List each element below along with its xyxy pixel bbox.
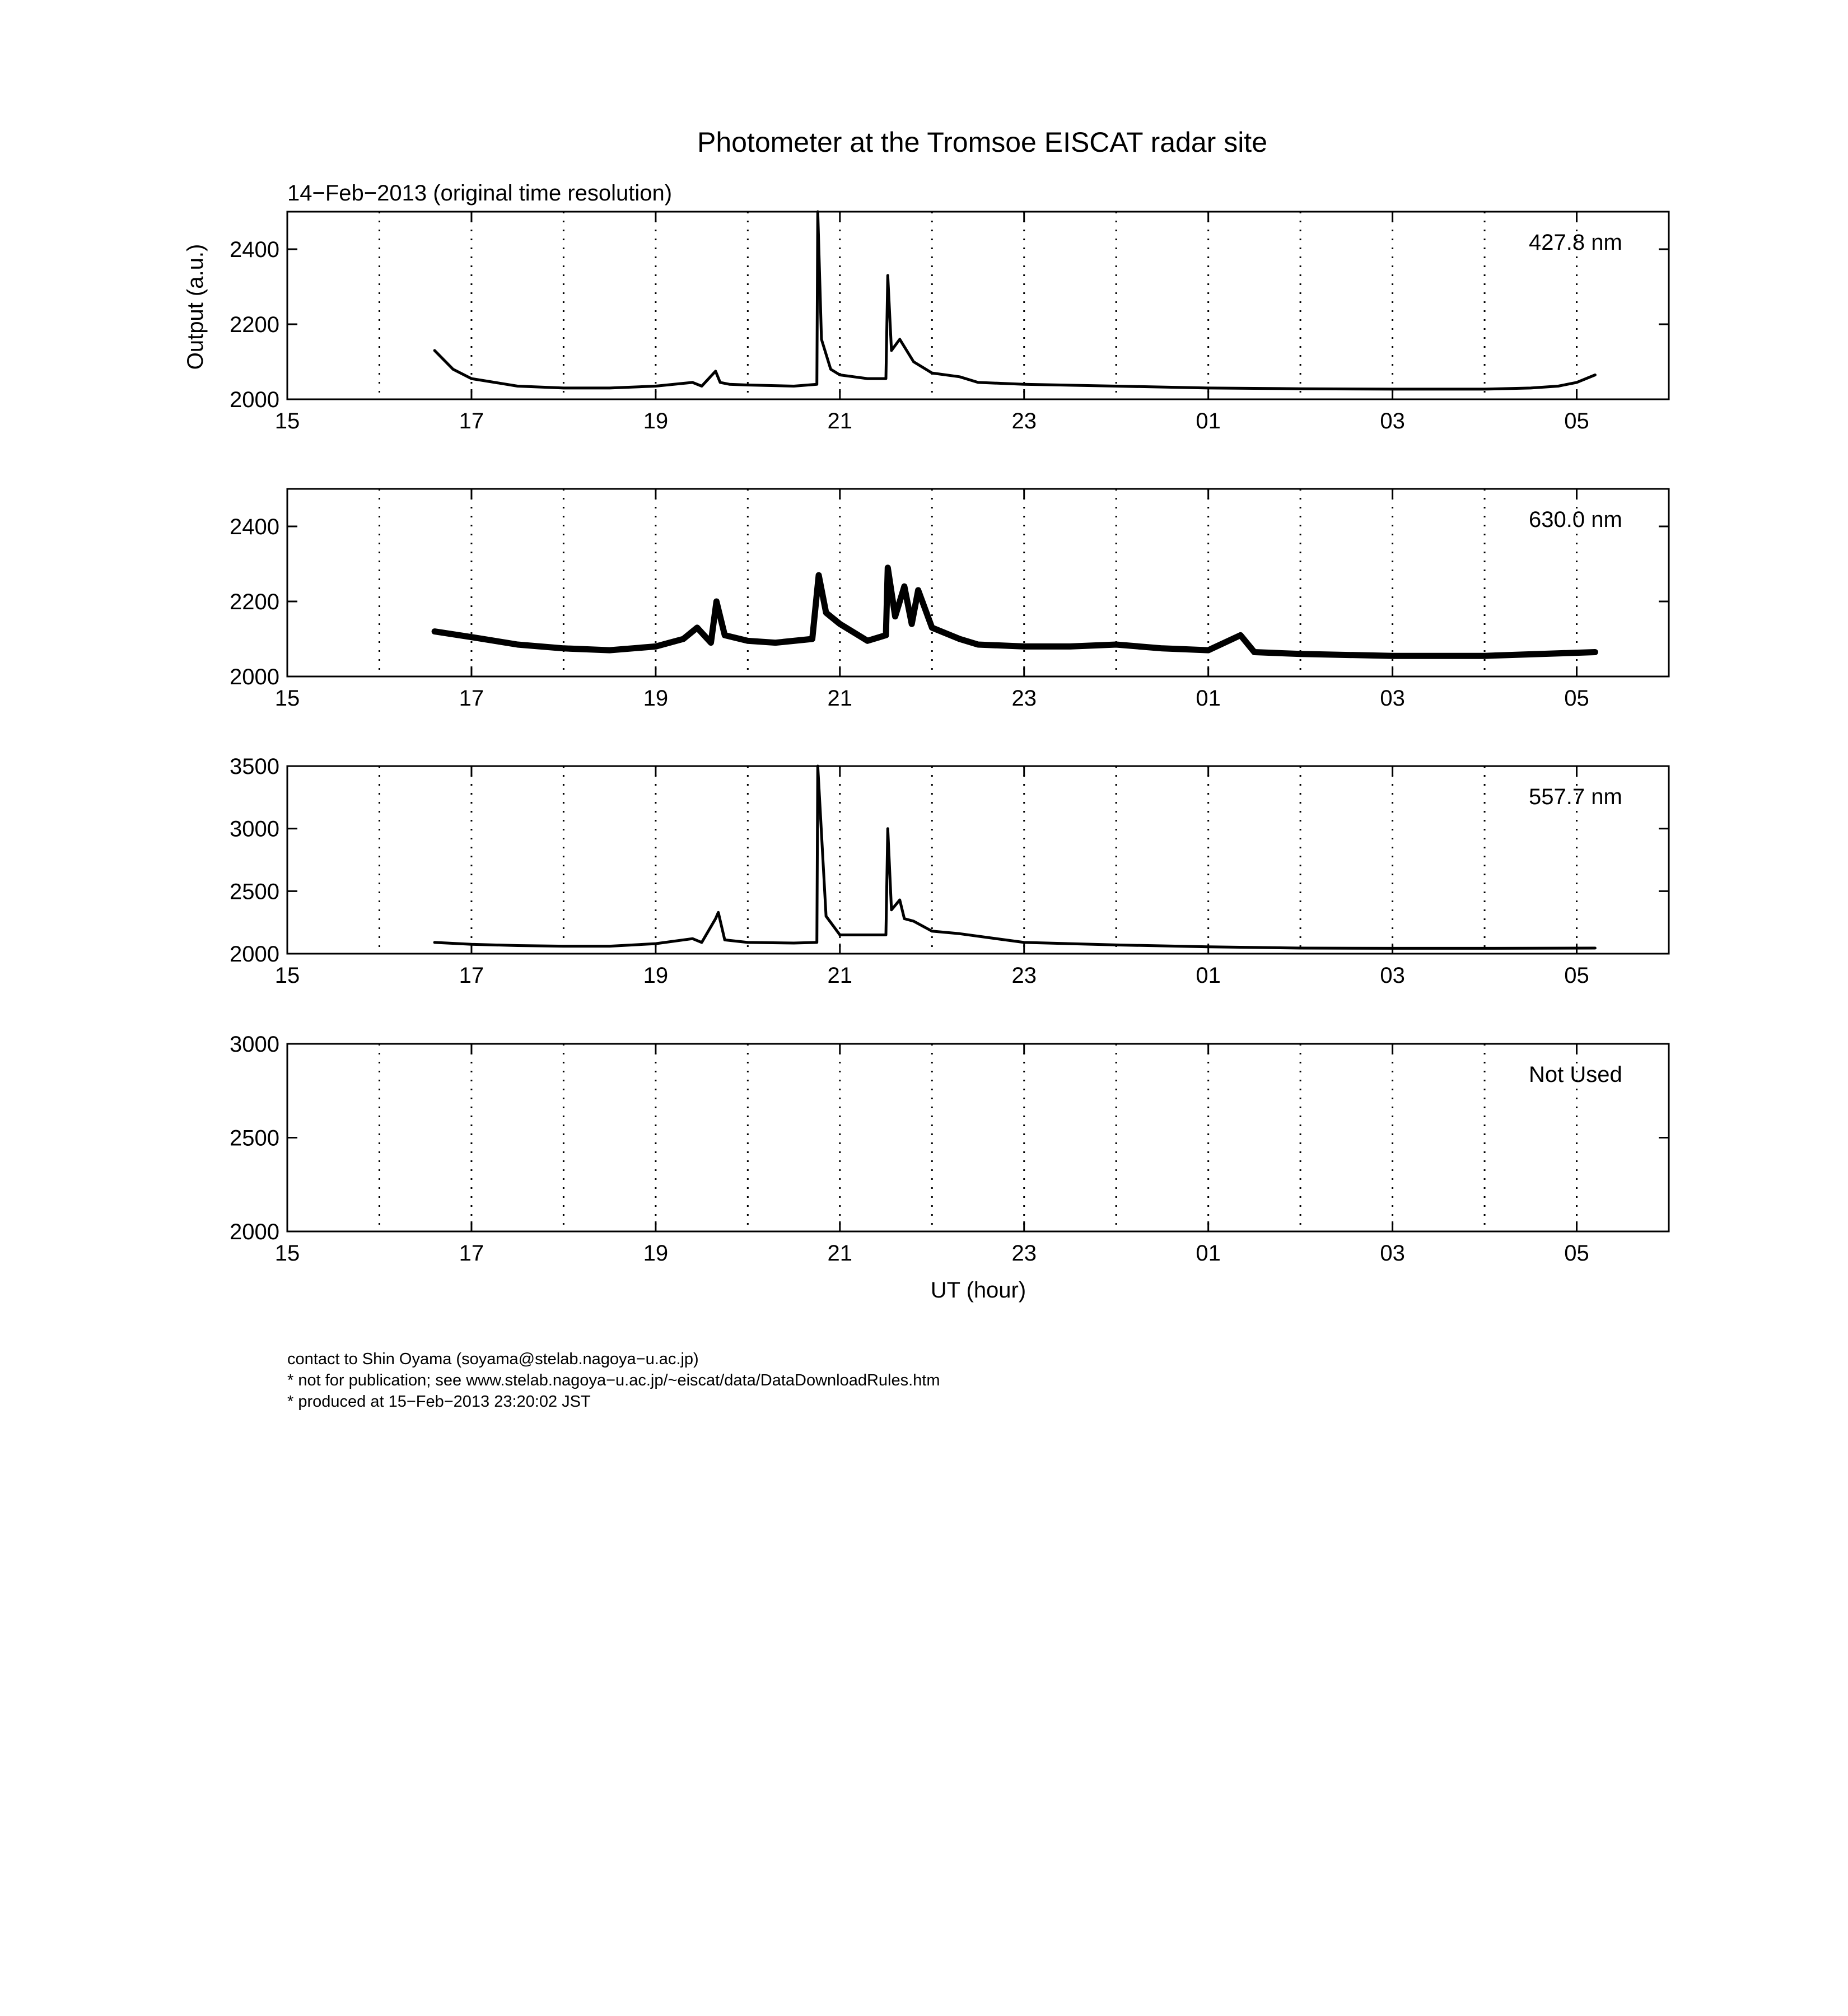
x-tick-label: 15 <box>274 686 300 711</box>
x-tick-label: 21 <box>827 409 853 433</box>
panel-1 <box>230 212 1669 433</box>
series-label: 557.7 nm <box>1529 785 1622 809</box>
y-tick-label: 2500 <box>230 879 279 904</box>
y-axis-label: Output (a.u.) <box>183 244 208 370</box>
x-tick-label: 21 <box>827 686 853 711</box>
plot-frame <box>287 766 1669 954</box>
x-tick-label: 17 <box>459 963 484 988</box>
y-tick-label: 3000 <box>230 1032 279 1057</box>
y-tick-label: 2400 <box>230 237 279 262</box>
chart-subtitle: 14−Feb−2013 (original time resolution) <box>287 181 673 206</box>
x-tick-label: 23 <box>1011 686 1037 711</box>
chart-title: Photometer at the Tromsoe EISCAT radar site <box>697 127 1268 158</box>
x-tick-label: 19 <box>643 686 669 711</box>
series-label: Not Used <box>1529 1062 1622 1087</box>
footer-publication-note: * not for publication; see www.stelab.nagoya−u.ac.jp/~eiscat/data/DataDownloadRules.htm <box>287 1371 940 1389</box>
x-tick-label: 15 <box>274 409 300 433</box>
panel-3 <box>230 754 1669 988</box>
x-tick-label: 03 <box>1380 409 1405 433</box>
y-tick-label: 3500 <box>230 754 279 779</box>
panel-2 <box>230 489 1669 711</box>
x-tick-label: 01 <box>1196 686 1221 711</box>
x-tick-label: 23 <box>1011 1241 1037 1266</box>
x-tick-label: 05 <box>1564 1241 1589 1266</box>
x-tick-label: 19 <box>643 1241 669 1266</box>
x-tick-label: 21 <box>827 963 853 988</box>
plot-frame <box>287 1044 1669 1231</box>
y-tick-label: 2200 <box>230 312 279 337</box>
y-tick-label: 2200 <box>230 590 279 614</box>
y-tick-label: 2000 <box>230 1220 279 1244</box>
y-tick-label: 2500 <box>230 1126 279 1151</box>
x-tick-label: 17 <box>459 1241 484 1266</box>
footer-notes <box>287 1348 940 1412</box>
chart-panels <box>230 212 1669 1266</box>
x-tick-label: 21 <box>827 1241 853 1266</box>
x-tick-label: 19 <box>643 963 669 988</box>
y-tick-label: 2000 <box>230 942 279 967</box>
x-tick-label: 23 <box>1011 963 1037 988</box>
y-tick-label: 2400 <box>230 515 279 539</box>
x-tick-label: 05 <box>1564 686 1589 711</box>
x-tick-label: 03 <box>1380 963 1405 988</box>
panel-4 <box>230 1032 1669 1266</box>
x-tick-label: 03 <box>1380 686 1405 711</box>
x-tick-label: 15 <box>274 1241 300 1266</box>
footer-contact: contact to Shin Oyama (soyama@stelab.nagoya−u.ac.jp) <box>287 1350 699 1368</box>
x-tick-label: 15 <box>274 963 300 988</box>
x-tick-label: 23 <box>1011 409 1037 433</box>
x-axis-label: UT (hour) <box>930 1278 1026 1303</box>
plot-frame <box>287 212 1669 399</box>
footer-produced-timestamp: * produced at 15−Feb−2013 23:20:02 JST <box>287 1393 591 1411</box>
x-tick-label: 17 <box>459 686 484 711</box>
plot-frame <box>287 489 1669 676</box>
x-tick-label: 01 <box>1196 963 1221 988</box>
x-tick-label: 05 <box>1564 963 1589 988</box>
y-tick-label: 2000 <box>230 388 279 412</box>
x-tick-label: 19 <box>643 409 669 433</box>
x-tick-label: 01 <box>1196 1241 1221 1266</box>
x-tick-label: 03 <box>1380 1241 1405 1266</box>
x-tick-label: 05 <box>1564 409 1589 433</box>
x-tick-label: 17 <box>459 409 484 433</box>
x-tick-label: 01 <box>1196 409 1221 433</box>
series-label: 427.8 nm <box>1529 230 1622 255</box>
series-label: 630.0 nm <box>1529 507 1622 532</box>
y-tick-label: 3000 <box>230 816 279 842</box>
y-tick-label: 2000 <box>230 665 279 689</box>
